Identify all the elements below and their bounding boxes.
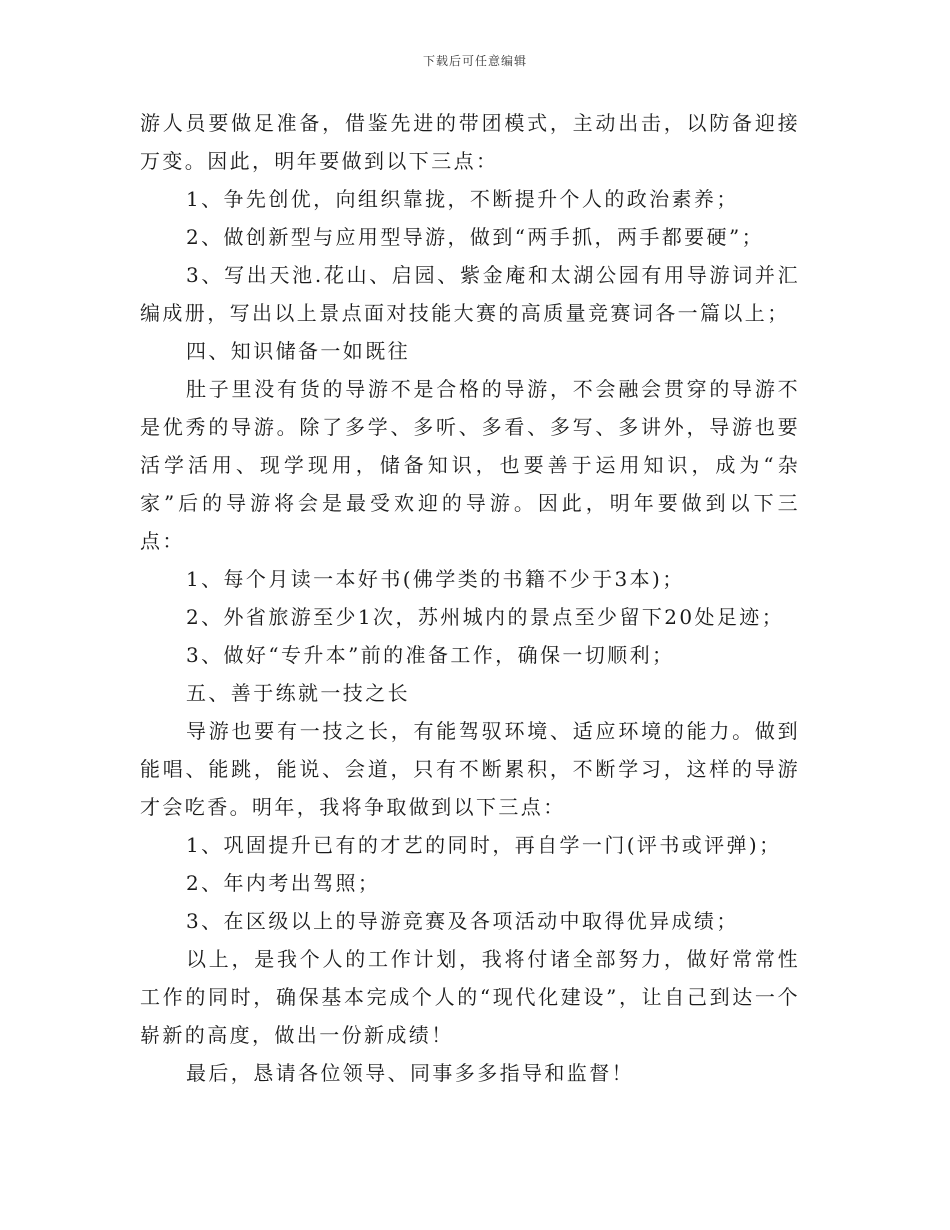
paragraph: 以上，是我个人的工作计划，我将付诸全部努力，做好常常性工作的同时，确保基本完成个人的“现代化建设”，让自己到达一个崭新的高度，做出一份新成绩！ <box>140 947 800 1047</box>
paragraph: 2、外省旅游至少1次，苏州城内的景点至少留下20处足迹； <box>186 605 785 629</box>
paragraph: 2、做创新型与应用型导游，做到“两手抓，两手都要硬”； <box>186 225 764 249</box>
paragraph: 游人员要做足准备，借鉴先进的带团模式，主动出击，以防备迎接万变。因此，明年要做到以下三点： <box>140 111 800 173</box>
paragraph: 3、做好“专升本”前的准备工作，确保一切顺利； <box>186 643 675 667</box>
document-body <box>140 104 800 1092</box>
paragraph: 1、每个月读一本好书(佛学类的书籍不少于3本)； <box>186 567 685 591</box>
paragraph: 最后，恳请各位领导、同事多多指导和监督！ <box>186 1061 634 1085</box>
paragraph: 3、写出天池.花山、启园、紫金庵和太湖公园有用导游词并汇编成册，写出以上景点面对技能大赛的高质量竞赛词各一篇以上； <box>140 263 800 325</box>
section-heading: 四、知识储备一如既往 <box>186 339 410 363</box>
paragraph: 2、年内考出驾照； <box>186 871 381 895</box>
section-heading: 五、善于练就一技之长 <box>186 681 410 705</box>
paragraph: 3、在区级以上的导游竞赛及各项活动中取得优异成绩； <box>186 909 739 933</box>
paragraph: 导游也要有一技之长，有能驾驭环境、适应环境的能力。做到能唱、能跳，能说、会道，只有不断累积，不断学习，这样的导游才会吃香。明年，我将争取做到以下三点： <box>140 719 800 819</box>
paragraph: 肚子里没有货的导游不是合格的导游，不会融会贯穿的导游不是优秀的导游。除了多学、多听、多看、多写、多讲外，导游也要活学活用、现学现用，储备知识，也要善于运用知识，成为“杂家”后的导游将会是最受欢迎的导游。因此，明年要做到以下三点： <box>140 377 800 553</box>
page-header: 下载后可任意编辑 <box>422 54 527 68</box>
paragraph: 1、巩固提升已有的才艺的同时，再自学一门(评书或评弹)； <box>186 833 782 857</box>
paragraph: 1、争先创优，向组织靠拢，不断提升个人的政治素养； <box>186 187 739 211</box>
